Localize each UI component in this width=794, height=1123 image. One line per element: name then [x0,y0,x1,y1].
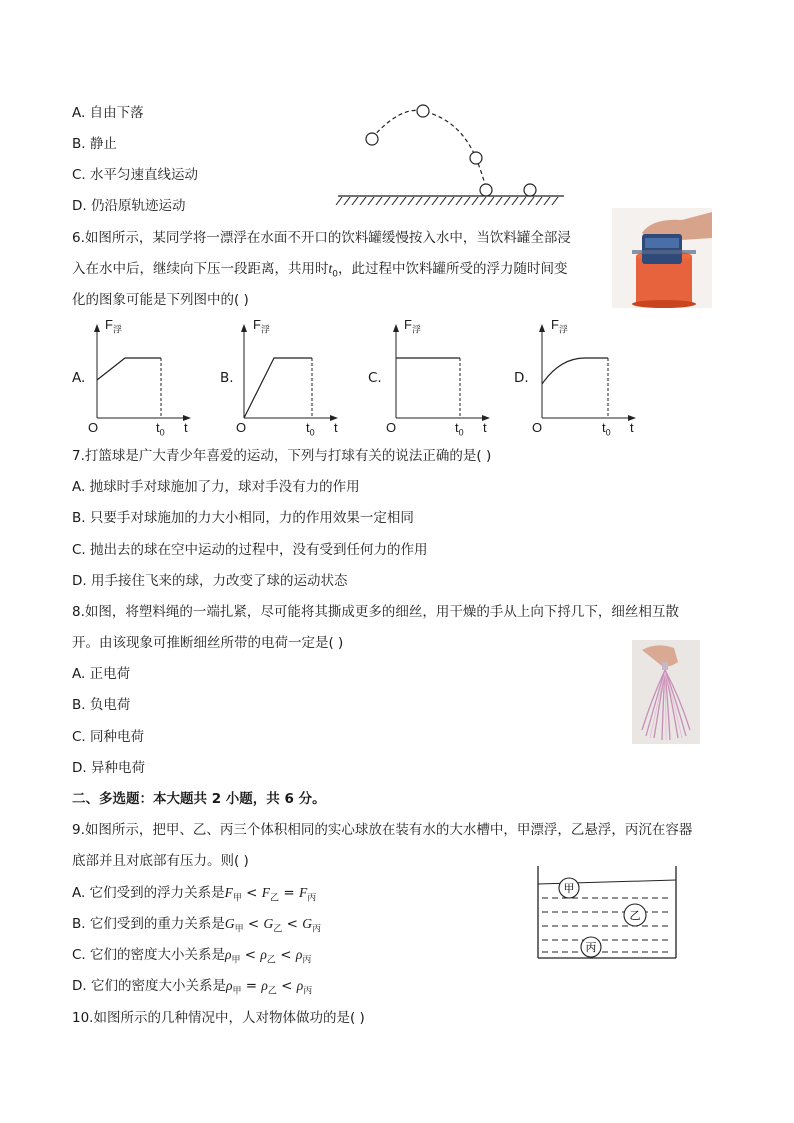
q9-stem-line2: 底部并且对底部有压力。则( ) [72,853,249,869]
q9-stem-line1: 9.如图所示，把甲、乙、丙三个体积相同的实心球放在装有水的大水槽中，甲漂浮，乙悬浮，丙沉在容器 [72,822,693,838]
q9-option-c: C. 它们的密度大小关系是$\rho_甲 < \rho_乙 < \rho_丙$ [72,947,312,966]
q9-option-d: D. 它们的密度大小关系是$\rho_甲 = \rho_乙 < \rho_丙$ [72,978,313,997]
ball [417,105,429,117]
graph-b-xlabel: t [334,420,338,435]
graph-d-xlabel: t [630,420,634,435]
q8-option-b: B. 负电荷 [72,697,131,713]
graph-b-ylabel: $F_浮$ [253,317,270,335]
graph-d [530,318,640,436]
graph-d-ylabel: $F_浮$ [551,317,568,335]
graph-c-t0: $t_0$ [455,420,464,438]
graph-d-t0: $t_0$ [602,420,611,438]
q5-option-a: A. 自由下落 [72,105,144,121]
q8-option-c: C. 同种电荷 [72,729,145,745]
q7-option-d: D. 用手接住飞来的球，力改变了球的运动状态 [72,573,348,589]
graph-b-curve [244,358,312,418]
q5-option-c: C. 水平匀速直线运动 [72,167,199,183]
ball [366,133,378,145]
graph-d-origin: O [532,420,543,435]
ball-yi-label: 乙 [629,909,641,922]
graph-b-letter: B. [220,370,234,386]
graph-a-ylabel: $F_浮$ [105,317,122,335]
ball [470,152,482,164]
q9-option-b: B. 它们受到的重力关系是$G_甲 < G_乙 < G_丙$ [72,916,321,935]
q9-option-a: A. 它们受到的浮力关系是$F_甲 < F_乙 = F_丙$ [72,885,317,904]
graph-b [232,318,342,436]
ball-jia-label: 甲 [563,882,575,895]
graph-a-origin: O [88,420,99,435]
graph-a-t0: $t_0$ [156,420,165,438]
q5-option-b: B. 静止 [72,136,117,152]
graph-c-xlabel: t [483,420,487,435]
q6-stem-line3: 化的图象可能是下列图中的( ) [72,292,249,308]
graph-d-curve [542,358,608,384]
q8-option-a: A. 正电荷 [72,666,131,682]
graph-c [384,318,494,436]
q5-option-d: D. 仍沿原轨迹运动 [72,198,186,214]
graph-a-xlabel: t [184,420,188,435]
graph-a-letter: A. [72,370,86,386]
section-heading-multiple-choice: 二、多选题：本大题共 2 小题，共 6 分。 [72,791,326,807]
q8-stem-line2: 开。由该现象可推断细丝所带的电荷一定是( ) [72,635,344,651]
q7-stem: 7.打篮球是广大青少年喜爱的运动，下列与打球有关的说法正确的是( ) [72,448,492,464]
graph-b-origin: O [236,420,247,435]
graph-a-curve [97,358,161,380]
water-tank-figure [534,862,680,962]
q7-option-b: B. 只要手对球施加的力大小相同，力的作用效果一定相同 [72,510,414,526]
ball [480,184,492,196]
plastic-strands-photo [632,640,700,744]
q7-option-c: C. 抛出去的球在空中运动的过程中，没有受到任何力的作用 [72,542,428,558]
q7-option-a: A. 抛球时手对球施加了力，球对手没有力的作用 [72,479,360,495]
ball-bing-label: 丙 [585,941,597,954]
graph-c-origin: O [386,420,397,435]
can-in-water-photo [612,208,712,308]
q8-stem-line1: 8.如图，将塑料绳的一端扎紧，尽可能将其撕成更多的细丝，用干燥的手从上向下捋几下，细丝相互散 [72,604,679,620]
graph-a [85,318,195,436]
q10-stem: 10.如图所示的几种情况中，人对物体做功的是( ) [72,1010,365,1026]
q8-option-d: D. 异种电荷 [72,760,145,776]
q6-stem-line2: 入在水中后，继续向下压一段距离，共用时$t_0$，此过程中饮料罐所受的浮力随时间变 [72,261,568,280]
ball [524,184,536,196]
q6-stem-line1: 6.如图所示，某同学将一漂浮在水面不开口的饮料罐缓慢按入水中，当饮料罐全部浸 [72,230,571,246]
graph-c-ylabel: $F_浮$ [404,317,421,335]
graph-d-letter: D. [514,370,529,386]
graph-b-t0: $t_0$ [306,420,315,438]
ball-trajectory-figure [330,98,570,210]
graph-c-letter: C. [368,370,382,386]
